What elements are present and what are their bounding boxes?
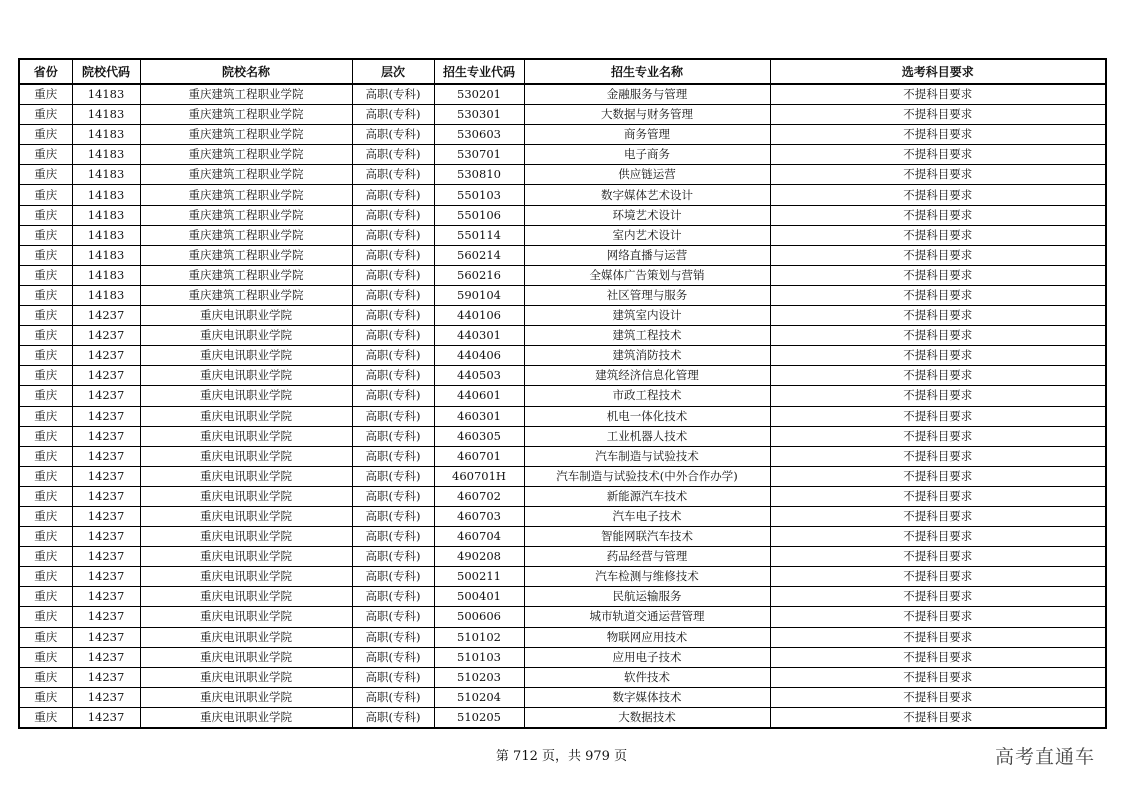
cell-major-name: 数字媒体艺术设计 <box>524 185 770 205</box>
cell-school-code: 14183 <box>72 205 140 225</box>
cell-major-name: 环境艺术设计 <box>524 205 770 225</box>
cell-major-name: 社区管理与服务 <box>524 285 770 305</box>
cell-major-code: 460704 <box>434 527 524 547</box>
cell-province: 重庆 <box>19 84 72 105</box>
table-row <box>19 105 1106 125</box>
cell-major-code: 510204 <box>434 687 524 707</box>
cell-school-name: 重庆电讯职业学院 <box>140 346 352 366</box>
cell-level: 高职(专科) <box>352 105 434 125</box>
cell-major-code: 500606 <box>434 607 524 627</box>
cell-major-name: 建筑工程技术 <box>524 326 770 346</box>
cell-major-name: 药品经营与管理 <box>524 547 770 567</box>
cell-school-code: 14237 <box>72 366 140 386</box>
cell-province: 重庆 <box>19 587 72 607</box>
header-level: 层次 <box>352 59 434 84</box>
cell-major-code: 440301 <box>434 326 524 346</box>
cell-school-code: 14183 <box>72 125 140 145</box>
cell-school-code: 14237 <box>72 667 140 687</box>
cell-major-name: 汽车制造与试验技术 <box>524 446 770 466</box>
cell-major-name: 建筑经济信息化管理 <box>524 366 770 386</box>
cell-subject-requirement: 不提科目要求 <box>770 587 1106 607</box>
cell-subject-requirement: 不提科目要求 <box>770 346 1106 366</box>
cell-major-code: 590104 <box>434 285 524 305</box>
header-major-name: 招生专业名称 <box>524 59 770 84</box>
cell-school-code: 14237 <box>72 647 140 667</box>
cell-subject-requirement: 不提科目要求 <box>770 165 1106 185</box>
cell-major-name: 工业机器人技术 <box>524 426 770 446</box>
cell-school-name: 重庆电讯职业学院 <box>140 587 352 607</box>
table-row <box>19 486 1106 506</box>
cell-level: 高职(专科) <box>352 165 434 185</box>
cell-level: 高职(专科) <box>352 326 434 346</box>
cell-major-name: 网络直播与运营 <box>524 245 770 265</box>
cell-major-name: 大数据技术 <box>524 707 770 728</box>
header-school-name: 院校名称 <box>140 59 352 84</box>
cell-province: 重庆 <box>19 687 72 707</box>
cell-major-name: 市政工程技术 <box>524 386 770 406</box>
cell-major-name: 新能源汽车技术 <box>524 486 770 506</box>
cell-subject-requirement: 不提科目要求 <box>770 607 1106 627</box>
cell-level: 高职(专科) <box>352 285 434 305</box>
cell-level: 高职(专科) <box>352 306 434 326</box>
cell-school-code: 14237 <box>72 426 140 446</box>
cell-school-code: 14237 <box>72 707 140 728</box>
cell-school-code: 14183 <box>72 185 140 205</box>
cell-school-name: 重庆电讯职业学院 <box>140 406 352 426</box>
table-row <box>19 707 1106 728</box>
cell-major-code: 550106 <box>434 205 524 225</box>
cell-school-name: 重庆建筑工程职业学院 <box>140 165 352 185</box>
cell-subject-requirement: 不提科目要求 <box>770 205 1106 225</box>
cell-subject-requirement: 不提科目要求 <box>770 366 1106 386</box>
cell-subject-requirement: 不提科目要求 <box>770 326 1106 346</box>
cell-school-name: 重庆建筑工程职业学院 <box>140 285 352 305</box>
cell-subject-requirement: 不提科目要求 <box>770 406 1106 426</box>
cell-level: 高职(专科) <box>352 446 434 466</box>
cell-major-name: 民航运输服务 <box>524 587 770 607</box>
header-subject-requirement: 选考科目要求 <box>770 59 1106 84</box>
cell-major-name: 建筑消防技术 <box>524 346 770 366</box>
page-number: 第 712 页，共 979 页 <box>495 749 628 764</box>
cell-major-name: 城市轨道交通运营管理 <box>524 607 770 627</box>
cell-major-code: 460301 <box>434 406 524 426</box>
header-major-code: 招生专业代码 <box>434 59 524 84</box>
table-row <box>19 245 1106 265</box>
cell-school-name: 重庆电讯职业学院 <box>140 627 352 647</box>
cell-subject-requirement: 不提科目要求 <box>770 547 1106 567</box>
cell-school-code: 14183 <box>72 225 140 245</box>
cell-major-name: 机电一体化技术 <box>524 406 770 426</box>
cell-school-code: 14183 <box>72 145 140 165</box>
header-school-code: 院校代码 <box>72 59 140 84</box>
cell-major-code: 550103 <box>434 185 524 205</box>
cell-school-name: 重庆电讯职业学院 <box>140 607 352 627</box>
table-row <box>19 125 1106 145</box>
header-row <box>19 59 1106 84</box>
cell-subject-requirement: 不提科目要求 <box>770 145 1106 165</box>
cell-major-code: 560216 <box>434 265 524 285</box>
table-row <box>19 205 1106 225</box>
cell-major-name: 智能网联汽车技术 <box>524 527 770 547</box>
cell-province: 重庆 <box>19 486 72 506</box>
cell-major-name: 商务管理 <box>524 125 770 145</box>
cell-level: 高职(专科) <box>352 547 434 567</box>
cell-level: 高职(专科) <box>352 366 434 386</box>
cell-major-code: 510205 <box>434 707 524 728</box>
cell-school-name: 重庆电讯职业学院 <box>140 366 352 386</box>
cell-province: 重庆 <box>19 446 72 466</box>
cell-major-code: 440406 <box>434 346 524 366</box>
cell-major-code: 460702 <box>434 486 524 506</box>
cell-school-name: 重庆建筑工程职业学院 <box>140 105 352 125</box>
table-row <box>19 667 1106 687</box>
cell-major-name: 金融服务与管理 <box>524 84 770 105</box>
cell-major-code: 510103 <box>434 647 524 667</box>
cell-school-code: 14237 <box>72 567 140 587</box>
cell-major-code: 460703 <box>434 506 524 526</box>
cell-province: 重庆 <box>19 406 72 426</box>
watermark-logo: 高考直通车 <box>994 746 1095 768</box>
cell-school-code: 14237 <box>72 446 140 466</box>
cell-major-name: 大数据与财务管理 <box>524 105 770 125</box>
cell-province: 重庆 <box>19 105 72 125</box>
cell-province: 重庆 <box>19 366 72 386</box>
cell-school-code: 14237 <box>72 306 140 326</box>
cell-major-code: 440106 <box>434 306 524 326</box>
cell-school-name: 重庆电讯职业学院 <box>140 446 352 466</box>
table-row <box>19 346 1106 366</box>
cell-level: 高职(专科) <box>352 426 434 446</box>
cell-major-name: 数字媒体技术 <box>524 687 770 707</box>
cell-major-code: 440601 <box>434 386 524 406</box>
cell-subject-requirement: 不提科目要求 <box>770 627 1106 647</box>
cell-school-name: 重庆电讯职业学院 <box>140 306 352 326</box>
cell-major-name: 电子商务 <box>524 145 770 165</box>
cell-province: 重庆 <box>19 707 72 728</box>
cell-province: 重庆 <box>19 667 72 687</box>
cell-school-code: 14237 <box>72 687 140 707</box>
cell-subject-requirement: 不提科目要求 <box>770 306 1106 326</box>
table-row <box>19 687 1106 707</box>
table-row <box>19 567 1106 587</box>
cell-province: 重庆 <box>19 386 72 406</box>
cell-province: 重庆 <box>19 346 72 366</box>
cell-school-name: 重庆电讯职业学院 <box>140 386 352 406</box>
cell-major-code: 530301 <box>434 105 524 125</box>
cell-subject-requirement: 不提科目要求 <box>770 667 1106 687</box>
cell-school-code: 14237 <box>72 506 140 526</box>
cell-level: 高职(专科) <box>352 506 434 526</box>
cell-school-name: 重庆建筑工程职业学院 <box>140 205 352 225</box>
cell-major-code: 510203 <box>434 667 524 687</box>
table-row <box>19 84 1106 105</box>
cell-school-name: 重庆建筑工程职业学院 <box>140 145 352 165</box>
cell-level: 高职(专科) <box>352 406 434 426</box>
cell-province: 重庆 <box>19 607 72 627</box>
cell-subject-requirement: 不提科目要求 <box>770 446 1106 466</box>
table-row <box>19 306 1106 326</box>
cell-level: 高职(专科) <box>352 225 434 245</box>
cell-province: 重庆 <box>19 185 72 205</box>
cell-level: 高职(专科) <box>352 245 434 265</box>
table-row <box>19 587 1106 607</box>
cell-subject-requirement: 不提科目要求 <box>770 486 1106 506</box>
cell-level: 高职(专科) <box>352 466 434 486</box>
cell-level: 高职(专科) <box>352 687 434 707</box>
table-row <box>19 406 1106 426</box>
cell-major-name: 室内艺术设计 <box>524 225 770 245</box>
cell-school-code: 14183 <box>72 165 140 185</box>
cell-major-code: 490208 <box>434 547 524 567</box>
cell-level: 高职(专科) <box>352 346 434 366</box>
cell-school-name: 重庆建筑工程职业学院 <box>140 225 352 245</box>
cell-province: 重庆 <box>19 165 72 185</box>
cell-province: 重庆 <box>19 145 72 165</box>
cell-level: 高职(专科) <box>352 627 434 647</box>
cell-school-code: 14237 <box>72 326 140 346</box>
cell-province: 重庆 <box>19 285 72 305</box>
cell-school-code: 14237 <box>72 587 140 607</box>
cell-province: 重庆 <box>19 205 72 225</box>
cell-province: 重庆 <box>19 627 72 647</box>
cell-subject-requirement: 不提科目要求 <box>770 426 1106 446</box>
cell-subject-requirement: 不提科目要求 <box>770 285 1106 305</box>
table-row <box>19 326 1106 346</box>
cell-major-code: 530603 <box>434 125 524 145</box>
cell-school-code: 14237 <box>72 466 140 486</box>
cell-subject-requirement: 不提科目要求 <box>770 567 1106 587</box>
cell-subject-requirement: 不提科目要求 <box>770 84 1106 105</box>
cell-province: 重庆 <box>19 306 72 326</box>
cell-subject-requirement: 不提科目要求 <box>770 265 1106 285</box>
cell-level: 高职(专科) <box>352 707 434 728</box>
cell-subject-requirement: 不提科目要求 <box>770 105 1106 125</box>
cell-school-code: 14237 <box>72 386 140 406</box>
cell-province: 重庆 <box>19 466 72 486</box>
cell-school-code: 14237 <box>72 627 140 647</box>
cell-major-name: 应用电子技术 <box>524 647 770 667</box>
cell-subject-requirement: 不提科目要求 <box>770 687 1106 707</box>
cell-school-name: 重庆电讯职业学院 <box>140 326 352 346</box>
table-row <box>19 607 1106 627</box>
cell-level: 高职(专科) <box>352 125 434 145</box>
table-row <box>19 185 1106 205</box>
cell-province: 重庆 <box>19 567 72 587</box>
cell-school-code: 14237 <box>72 406 140 426</box>
cell-level: 高职(专科) <box>352 265 434 285</box>
cell-level: 高职(专科) <box>352 145 434 165</box>
cell-major-code: 530701 <box>434 145 524 165</box>
cell-school-name: 重庆建筑工程职业学院 <box>140 84 352 105</box>
cell-school-code: 14183 <box>72 245 140 265</box>
cell-level: 高职(专科) <box>352 84 434 105</box>
cell-subject-requirement: 不提科目要求 <box>770 466 1106 486</box>
table-row <box>19 386 1106 406</box>
cell-major-code: 460701H <box>434 466 524 486</box>
cell-school-code: 14237 <box>72 607 140 627</box>
cell-school-name: 重庆建筑工程职业学院 <box>140 185 352 205</box>
cell-major-name: 建筑室内设计 <box>524 306 770 326</box>
cell-major-code: 550114 <box>434 225 524 245</box>
cell-province: 重庆 <box>19 326 72 346</box>
cell-school-name: 重庆电讯职业学院 <box>140 527 352 547</box>
cell-level: 高职(专科) <box>352 486 434 506</box>
cell-major-code: 440503 <box>434 366 524 386</box>
cell-level: 高职(专科) <box>352 607 434 627</box>
cell-school-code: 14183 <box>72 84 140 105</box>
cell-school-name: 重庆电讯职业学院 <box>140 426 352 446</box>
cell-school-code: 14183 <box>72 285 140 305</box>
table-row <box>19 145 1106 165</box>
table-row <box>19 285 1106 305</box>
cell-subject-requirement: 不提科目要求 <box>770 245 1106 265</box>
cell-subject-requirement: 不提科目要求 <box>770 647 1106 667</box>
cell-school-code: 14237 <box>72 547 140 567</box>
cell-school-name: 重庆建筑工程职业学院 <box>140 125 352 145</box>
table-row <box>19 225 1106 245</box>
table-row <box>19 446 1106 466</box>
cell-school-code: 14237 <box>72 486 140 506</box>
cell-major-name: 汽车检测与维修技术 <box>524 567 770 587</box>
cell-school-name: 重庆建筑工程职业学院 <box>140 245 352 265</box>
header-province: 省份 <box>19 59 72 84</box>
cell-level: 高职(专科) <box>352 527 434 547</box>
cell-major-code: 460701 <box>434 446 524 466</box>
table-body <box>19 84 1106 728</box>
table-row <box>19 366 1106 386</box>
cell-school-name: 重庆电讯职业学院 <box>140 547 352 567</box>
cell-major-code: 510102 <box>434 627 524 647</box>
cell-school-code: 14237 <box>72 346 140 366</box>
table-row <box>19 547 1106 567</box>
cell-school-name: 重庆电讯职业学院 <box>140 707 352 728</box>
cell-subject-requirement: 不提科目要求 <box>770 506 1106 526</box>
cell-level: 高职(专科) <box>352 205 434 225</box>
cell-province: 重庆 <box>19 426 72 446</box>
cell-major-code: 460305 <box>434 426 524 446</box>
cell-province: 重庆 <box>19 225 72 245</box>
table-row <box>19 627 1106 647</box>
table-row <box>19 527 1106 547</box>
cell-school-name: 重庆电讯职业学院 <box>140 466 352 486</box>
cell-school-name: 重庆电讯职业学院 <box>140 687 352 707</box>
cell-school-name: 重庆电讯职业学院 <box>140 647 352 667</box>
cell-subject-requirement: 不提科目要求 <box>770 386 1106 406</box>
cell-subject-requirement: 不提科目要求 <box>770 125 1106 145</box>
cell-level: 高职(专科) <box>352 567 434 587</box>
cell-major-name: 全媒体广告策划与营销 <box>524 265 770 285</box>
cell-school-code: 14183 <box>72 265 140 285</box>
cell-major-name: 软件技术 <box>524 667 770 687</box>
cell-school-code: 14237 <box>72 527 140 547</box>
cell-province: 重庆 <box>19 647 72 667</box>
cell-level: 高职(专科) <box>352 185 434 205</box>
cell-major-name: 汽车制造与试验技术(中外合作办学) <box>524 466 770 486</box>
cell-major-code: 560214 <box>434 245 524 265</box>
table-row <box>19 466 1106 486</box>
cell-major-name: 供应链运营 <box>524 165 770 185</box>
cell-level: 高职(专科) <box>352 647 434 667</box>
table-row <box>19 426 1106 446</box>
table-row <box>19 165 1106 185</box>
cell-major-name: 物联网应用技术 <box>524 627 770 647</box>
cell-school-code: 14183 <box>72 105 140 125</box>
cell-major-code: 500211 <box>434 567 524 587</box>
cell-major-name: 汽车电子技术 <box>524 506 770 526</box>
cell-school-name: 重庆电讯职业学院 <box>140 667 352 687</box>
cell-subject-requirement: 不提科目要求 <box>770 225 1106 245</box>
cell-school-name: 重庆电讯职业学院 <box>140 486 352 506</box>
cell-province: 重庆 <box>19 245 72 265</box>
cell-province: 重庆 <box>19 506 72 526</box>
cell-school-name: 重庆电讯职业学院 <box>140 567 352 587</box>
cell-province: 重庆 <box>19 527 72 547</box>
cell-subject-requirement: 不提科目要求 <box>770 185 1106 205</box>
cell-level: 高职(专科) <box>352 587 434 607</box>
cell-province: 重庆 <box>19 265 72 285</box>
cell-level: 高职(专科) <box>352 386 434 406</box>
cell-major-code: 500401 <box>434 587 524 607</box>
cell-major-code: 530810 <box>434 165 524 185</box>
admission-table <box>18 58 1107 729</box>
cell-subject-requirement: 不提科目要求 <box>770 527 1106 547</box>
cell-school-name: 重庆电讯职业学院 <box>140 506 352 526</box>
cell-school-name: 重庆建筑工程职业学院 <box>140 265 352 285</box>
cell-province: 重庆 <box>19 125 72 145</box>
cell-major-code: 530201 <box>434 84 524 105</box>
table-row <box>19 647 1106 667</box>
table-row <box>19 265 1106 285</box>
cell-subject-requirement: 不提科目要求 <box>770 707 1106 728</box>
cell-province: 重庆 <box>19 547 72 567</box>
cell-level: 高职(专科) <box>352 667 434 687</box>
table-row <box>19 506 1106 526</box>
